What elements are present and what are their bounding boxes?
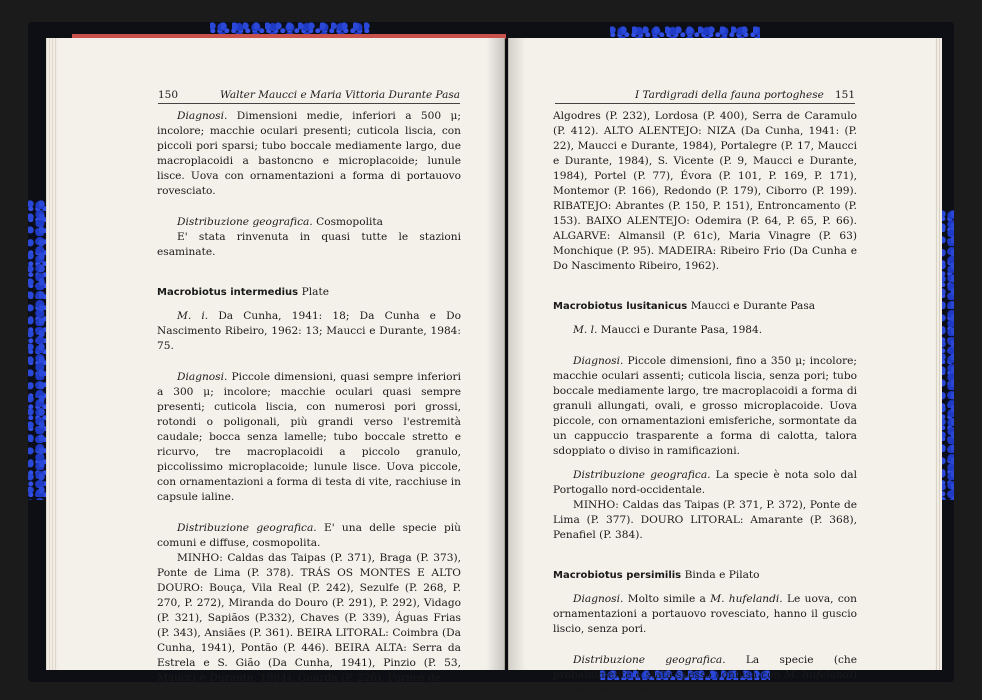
species-heading: Macrobiotus persimilis Binda e Pilato: [553, 569, 760, 581]
marbled-endpaper-right: [940, 210, 954, 500]
right-running-header: [555, 89, 855, 104]
paragraph: Algodres (P. 232), Lordosa (P. 400), Serra de Caramulo (P. 412). ALTO ALENTEJO: NIZA (Da Cunha, 1941: (P. 22), Maucci e Durante, 1984), Portalegre (P. 17, Maucci e Durante, 1984), S. Vicente (P. 9, Maucci e Durante, 1984), Portel (P. 77), Évora (P. 101, P. 169, P. 171), Montemor (P. 166), Redondo (P. 179), Ciborro (P. 199). RIBATEJO: Abrantes (P. 150, P. 151), Entroncamento (P. 153). BAIXO ALENTEJO: Odemira (P. 64, P. 65, P. 66). ALGARVE: Almansil (P. 61c), Maria Vinagre (P. 63) Monchique (P. 95). MADEIRA: Ribeiro Frio (Da Cunha e Do Nascimento Ribeiro, 1962).: [553, 110, 857, 272]
page-number-left: 150: [158, 89, 179, 101]
left-page: [58, 38, 505, 684]
right-page-body: [553, 109, 857, 698]
paragraph: M. i. Da Cunha, 1941: 18; Da Cunha e Do Nascimento Ribeiro, 1962: 13; Maucci e Durante, 1984: 75.: [157, 310, 461, 352]
running-head-right: I Tardigradi della fauna portoghese: [635, 89, 824, 101]
paragraph: M. l. Maucci e Durante Pasa, 1984.: [573, 324, 763, 336]
species-heading: Macrobiotus intermedius Plate: [157, 286, 329, 298]
right-page: [508, 38, 935, 696]
paragraph: E' stata rinvenuta in quasi tutte le stazioni esaminate.: [157, 231, 461, 258]
paragraph: Distribuzione geografica. Cosmopolita: [177, 216, 383, 228]
left-page-body: [157, 109, 461, 686]
paragraph: Diagnosi. Piccole dimensioni, quasi sempre inferiori a 300 μ; incolore; macchie oculari quasi sempre presenti; cuticola liscia, con numerosi pori grossi, rotondi o poligonali, più grandi verso l'estremità caudale; bocca senza lamelle; tubo boccale stretto e ricurvo, tre macroplacoidi a piccolo granulo, piccolissimo microplacoide; lunule lisce. Uova piccole, con ornamentazioni a forma di testa di vite, racchiuse in capsule ialine.: [157, 371, 461, 503]
paragraph: Distribuzione geografica. La specie (che probabilmente è stata spesso confusa con M. hufelandi) è citata per la zona: [553, 654, 857, 696]
paragraph: MINHO: Caldas das Taipas (P. 371), Braga (P. 373), Ponte de Lima (P. 378). TRÁS OS MONTES E ALTO DOURO: Bouça, Vila Real (P. 242), Sezulfe (P. 268, P. 270, P. 272), Miranda do Douro (P. 291), P. 292), Vidago (P. 321), Sapiãos (P.332), Chaves (P. 339), Águas Frias (P. 343), Ansiães (P. 361). BEIRA LITORAL: Coimbra (Da Cunha, 1941), Pontão (P. 446). BEIRA ALTA: Serra da Estrela e S. Gião (Da Cunha, 1941), Pinzio (P. 53, Maucci e Durante, 1984), Guarda (P. 226), Fornos de: [157, 552, 461, 684]
page-number-right: 151: [834, 89, 855, 101]
left-running-header: [158, 89, 460, 104]
paragraph: Diagnosi. Piccole dimensioni, fino a 350 μ; incolore; macchie oculari assenti; cuticola liscia, senza pori; tubo boccale mediamente largo, tre macroplacoidi a forma di granuli allungati, ovali, e grosso microplacoide. Uova piccole, con ornamentazioni emisferiche, sormontate da un cappuccio trasparente a forma di calotta, talora sdoppiato o diviso in ramificazioni.: [553, 355, 857, 457]
running-head-left: Walter Maucci e Maria Vittoria Durante Pasa: [219, 89, 460, 101]
paragraph: Distribuzione geografica. La specie è nota solo dal Portogallo nord-occidentale.: [553, 469, 857, 496]
paragraph: Diagnosi. Molto simile a M. hufelandi. Le uova, con ornamentazioni a portauovo rovesciato, hanno il guscio liscio, senza pori.: [553, 593, 857, 635]
page-edges-right: [934, 38, 942, 670]
page-edges-left: [46, 38, 58, 670]
marbled-endpaper-left: [28, 200, 46, 500]
marbled-endpaper-top-right: [610, 26, 760, 38]
species-heading: Macrobiotus lusitanicus Maucci e Durante Pasa: [553, 300, 816, 312]
paragraph: MINHO: Caldas das Taipas (P. 371, P. 372), Ponte de Lima (P. 377). DOURO LITORAL: Amarante (P. 368), Penafiel (P. 384).: [553, 499, 857, 541]
paragraph: Distribuzione geografica. E' una delle specie più comuni e diffuse, cosmopolita.: [157, 522, 461, 549]
paragraph: Diagnosi. Dimensioni medie, inferiori a 500 μ; incolore; macchie oculari presenti; cuticola liscia, con piccoli pori sparsi; tubo boccale mediamente largo, due macroplacoidi a bastoncno e microplacoide; lunule lisce. Uova con ornamentazioni a forma di portauovo rovesciato.: [157, 110, 461, 197]
